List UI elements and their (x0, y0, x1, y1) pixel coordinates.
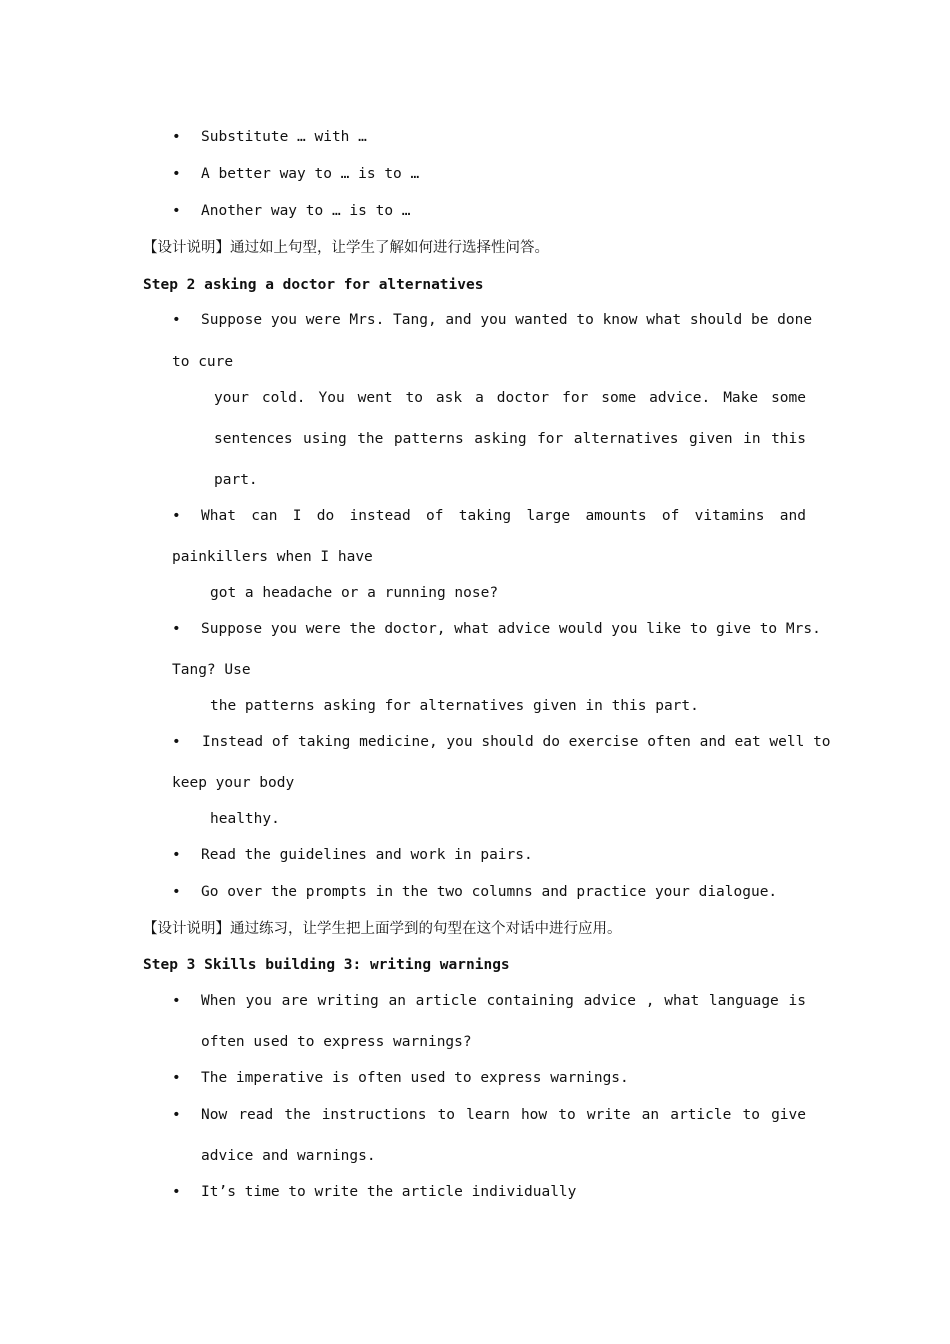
pattern-another-way: Another way to … is to … (201, 203, 411, 219)
step3-bullet4: It’s time to write the article individually (201, 1184, 577, 1200)
step2-bullet4-line1: Instead of taking medicine, you should do exercise often and eat well to (202, 734, 831, 750)
step3-bullet3-line1: Now read the instructions to learn how to write an article to give (201, 1107, 806, 1123)
step2-bullet3-line2: Tang? Use (172, 662, 251, 678)
step2-bullet1-line3: your cold. You went to ask a doctor for some advice. Make some (214, 390, 806, 406)
step2-bullet4-line2: keep your body (172, 775, 295, 791)
bullet-marker: • (172, 621, 181, 637)
step2-bullet2-line2: painkillers when I have (172, 549, 373, 565)
bullet-marker: • (172, 1070, 181, 1086)
step-2-heading: Step 2 asking a doctor for alternatives (143, 277, 484, 293)
bullet-marker: • (172, 312, 181, 328)
bullet-marker: • (172, 734, 181, 750)
step2-bullet1-line2: to cure (172, 354, 234, 370)
step3-bullet3-line2: advice and warnings. (201, 1148, 376, 1164)
design-note: 【设计说明】通过如上句型，让学生了解如何进行选择性问答。 (143, 240, 549, 256)
bullet-marker: • (172, 847, 181, 863)
step2-bullet2-line3: got a headache or a running nose? (210, 585, 499, 601)
bullet-marker: • (172, 129, 181, 145)
bullet-marker: • (172, 166, 181, 182)
step2-bullet3-line3: the patterns asking for alternatives given in this part. (210, 698, 699, 714)
bullet-marker: • (172, 884, 181, 900)
bullet-marker: • (172, 993, 181, 1009)
bullet-marker: • (172, 203, 181, 219)
bullet-marker: • (172, 1107, 181, 1123)
step-3-heading: Step 3 Skills building 3: writing warnings (143, 957, 510, 973)
step3-bullet2: The imperative is often used to express warnings. (201, 1070, 629, 1086)
pattern-substitute: Substitute … with … (201, 129, 367, 145)
step2-bullet6: Go over the prompts in the two columns and practice your dialogue. (201, 884, 778, 900)
bullet-marker: • (172, 1184, 181, 1200)
design-note: 【设计说明】通过练习，让学生把上面学到的句型在这个对话中进行应用。 (143, 921, 622, 937)
step3-bullet1-line1: When you are writing an article containing advice , what language is (201, 993, 806, 1009)
step3-bullet1-line2: often used to express warnings? (201, 1034, 472, 1050)
step2-bullet1-line1: Suppose you were Mrs. Tang, and you wanted to know what should be done (201, 312, 813, 328)
step2-bullet5: Read the guidelines and work in pairs. (201, 847, 533, 863)
pattern-better-way: A better way to … is to … (201, 166, 420, 182)
bullet-marker: • (172, 508, 181, 524)
step2-bullet1-line5: part. (214, 472, 258, 488)
step2-bullet1-line4: sentences using the patterns asking for alternatives given in this (214, 431, 806, 447)
step2-bullet4-line3: healthy. (210, 811, 280, 827)
step2-bullet2-line1: What can I do instead of taking large amounts of vitamins and (201, 508, 806, 524)
step2-bullet3-line1: Suppose you were the doctor, what advice would you like to give to Mrs. (201, 621, 821, 637)
